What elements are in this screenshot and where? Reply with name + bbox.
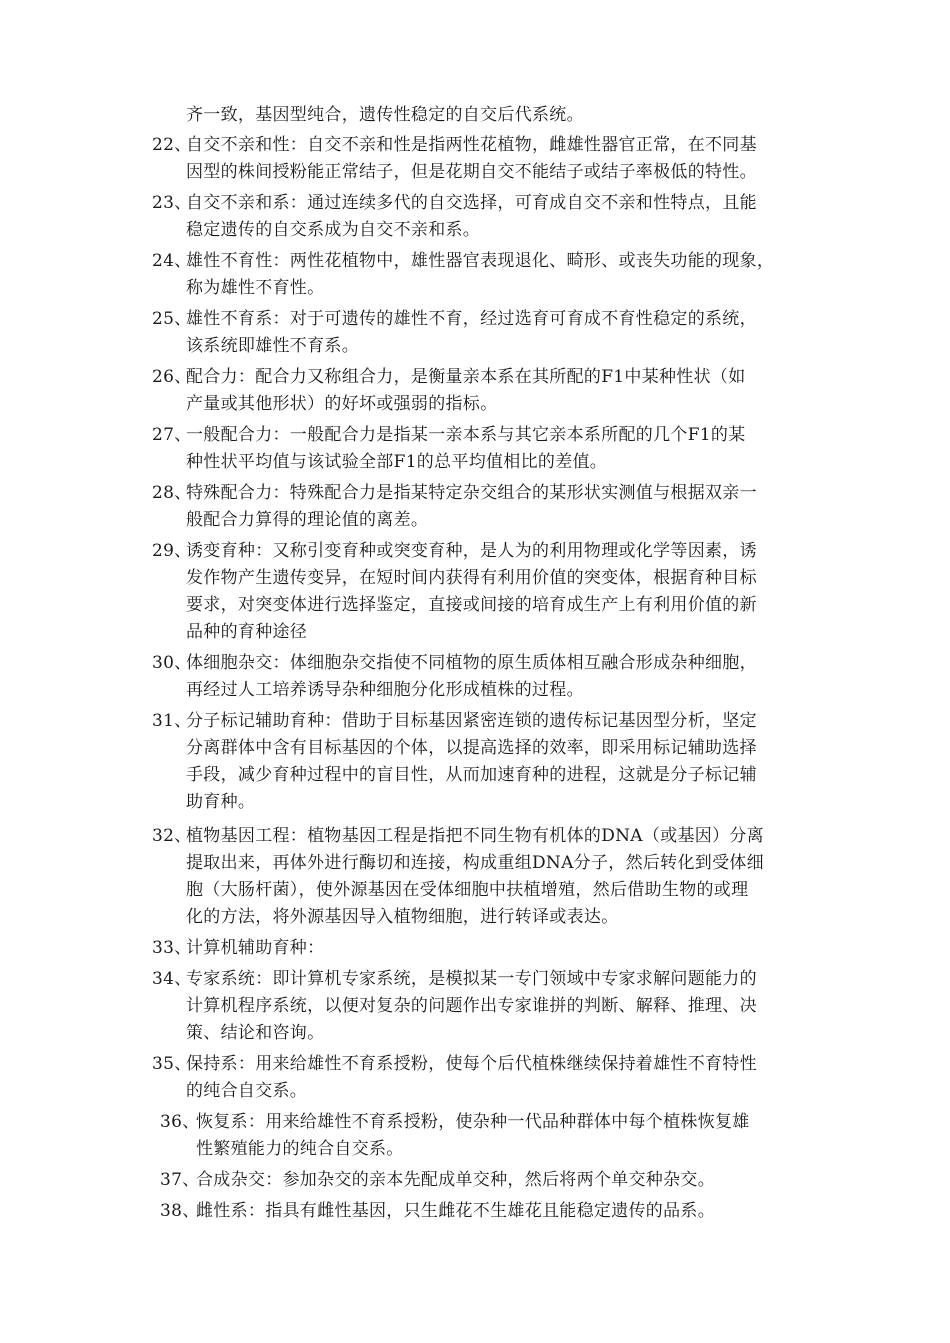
entry-number: 33、 <box>152 938 192 958</box>
entry-text-line: 合成杂交：参加杂交的亲本先配成单交种，然后将两个单交种杂交。 <box>196 1170 715 1190</box>
entry-text-line: 助育种。 <box>186 792 256 812</box>
entry-text-line: 称为雄性不育性。 <box>186 278 325 298</box>
entry-text-line: 雌性系：指具有雌性基因，只生雌花不生雄花且能稳定遗传的品系。 <box>196 1201 715 1221</box>
entry-text-line: 分离群体中含有目标基因的个体，以提高选择的效率，即采用标记辅助选择 <box>186 738 757 758</box>
entry-number: 32、 <box>152 826 192 846</box>
entry-text-line: 化的方法，将外源基因导入植物细胞，进行转译或表达。 <box>186 907 619 927</box>
entry-text-line: 胞（大肠杆菌），使外源基因在受体细胞中扶植增殖，然后借助生物的或理 <box>186 880 749 900</box>
entry-text-line: 稳定遗传的自交系成为自交不亲和系。 <box>186 220 481 240</box>
entry-text-line: 一般配合力：一般配合力是指某一亲本系与其它亲本系所配的几个F1的某 <box>186 425 746 445</box>
entry-text-line: 提取出来，再体外进行酶切和连接，构成重组DNA分子，然后转化到受体细 <box>186 853 764 873</box>
entry-text-line: 品种的育种途径 <box>186 622 308 642</box>
entry-number: 28、 <box>152 483 192 503</box>
entry-number: 36、 <box>160 1112 200 1132</box>
entry-text-line: 体细胞杂交：体细胞杂交指使不同植物的原生质体相互融合形成杂种细胞， <box>186 653 757 673</box>
entry-text-line: 再经过人工培养诱导杂种细胞分化形成植株的过程。 <box>186 680 584 700</box>
entry-number: 31、 <box>152 711 192 731</box>
entry-text-line: 产量或其他形状）的好坏或强弱的指标。 <box>186 394 498 414</box>
entry-number: 25、 <box>152 309 192 329</box>
entry-text-line: 专家系统：即计算机专家系统，是模拟某一专门领域中专家求解问题能力的 <box>186 969 757 989</box>
entry-number: 26、 <box>152 367 192 387</box>
entry-text-line: 手段，减少育种过程中的盲目性，从而加速育种的进程，这就是分子标记辅 <box>186 765 757 785</box>
entry-number: 38、 <box>160 1201 200 1221</box>
entry-text-line: 发作物产生遗传变异，在短时间内获得有利用价值的突变体，根据育种目标 <box>186 568 757 588</box>
entry-text-line: 雄性不育性：两性花植物中，雄性器官表现退化、畸形、或丧失功能的现象， <box>186 251 775 271</box>
entry-text-line: 雄性不育系：对于可遗传的雄性不育，经过选育可育成不育性稳定的系统， <box>186 309 757 329</box>
entry-text-line: 特殊配合力：特殊配合力是指某特定杂交组合的某形状实测值与根据双亲一 <box>186 483 757 503</box>
entry-number: 27、 <box>152 425 192 445</box>
entry-text-line: 要求，对突变体进行选择鉴定，直接或间接的培育成生产上有利用价值的新 <box>186 595 757 615</box>
entry-number: 29、 <box>152 541 192 561</box>
entry-text-line: 配合力：配合力又称组合力，是衡量亲本系在其所配的F1中某种性状（如 <box>186 367 746 387</box>
entry-number: 23、 <box>152 193 192 213</box>
entry-text-line: 因型的株间授粉能正常结子，但是花期自交不能结子或结子率极低的特性。 <box>186 162 757 182</box>
entry-text-line: 恢复系：用来给雄性不育系授粉，使杂种一代品种群体中每个植株恢复雄 <box>196 1112 750 1132</box>
entry-text-line: 种性状平均值与该试验全部F1的总平均值相比的差值。 <box>186 452 608 472</box>
entry-number: 35、 <box>152 1054 192 1074</box>
entry-text-line: 自交不亲和系：通过连续多代的自交选择，可育成自交不亲和性特点，且能 <box>186 193 757 213</box>
entry-text-line: 计算机程序系统，以便对复杂的问题作出专家谁拼的判断、解释、推理、决 <box>186 996 757 1016</box>
entry-text-line: 自交不亲和性：自交不亲和性是指两性花植物，雌雄性器官正常，在不同基 <box>186 135 757 155</box>
entry-text-line: 植物基因工程：植物基因工程是指把不同生物有机体的DNA（或基因）分离 <box>186 826 764 846</box>
entry-text-line: 的纯合自交系。 <box>186 1081 308 1101</box>
entry-text-line: 该系统即雄性不育系。 <box>186 336 359 356</box>
entry-number: 22、 <box>152 135 192 155</box>
entry-text-line: 性繁殖能力的纯合自交系。 <box>196 1139 404 1159</box>
entry-number: 24、 <box>152 251 192 271</box>
entry-text-line: 诱变育种：又称引变育种或突变育种，是人为的利用物理或化学等因素，诱 <box>186 541 757 561</box>
entry-text-line: 计算机辅助育种： <box>186 938 325 958</box>
entry-text-line: 保持系：用来给雄性不育系授粉，使每个后代植株继续保持着雄性不育特性 <box>186 1054 757 1074</box>
entry-text-line: 策、结论和咨询。 <box>186 1023 325 1043</box>
entry-number: 30、 <box>152 653 192 673</box>
entry-number: 34、 <box>152 969 192 989</box>
entry-text-line: 分子标记辅助育种：借助于目标基因紧密连锁的遗传标记基因型分析，坚定 <box>186 711 757 731</box>
entry-number: 37、 <box>160 1170 200 1190</box>
entry-text-line: 齐一致，基因型纯合，遗传性稳定的自交后代系统。 <box>186 105 584 125</box>
entry-text-line: 般配合力算得的理论值的离差。 <box>186 510 429 530</box>
